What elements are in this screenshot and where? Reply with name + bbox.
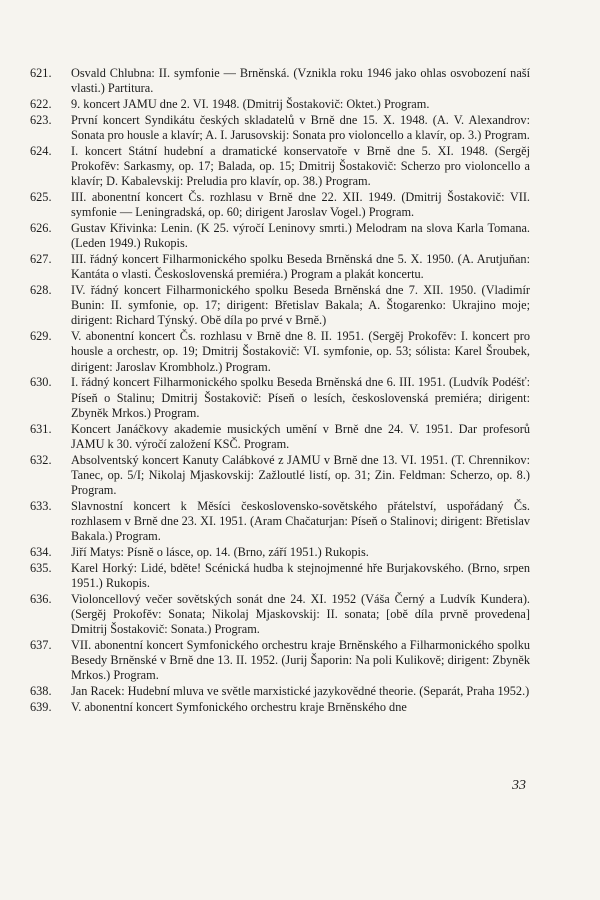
entry-number: 629. <box>30 329 52 344</box>
entry-text: I. řádný koncert Filharmonického spolku Beseda Brněnská dne 6. III. 1951. (Ludvík Podéšť: Píseň o Stalinu; Dmitrij Šostakovič: Píseň o lesích, československá premiéra; dirigent: Zbyněk Mrkos.) Program. <box>71 375 530 420</box>
list-item <box>30 700 530 715</box>
entry-text: 9. koncert JAMU dne 2. VI. 1948. (Dmitrij Šostakovič: Oktet.) Program. <box>71 97 430 111</box>
entry-number: 623. <box>30 112 52 127</box>
list-item <box>30 252 530 282</box>
entry-number: 628. <box>30 283 52 297</box>
entry-number: 626. <box>30 221 52 235</box>
entry-number: 625. <box>30 190 52 204</box>
page-number: 33 <box>512 778 526 793</box>
list-item <box>30 190 530 220</box>
list-item <box>30 329 530 375</box>
list-item <box>30 66 530 96</box>
list-item <box>30 638 530 684</box>
list-item <box>30 545 530 560</box>
entry-text: V. abonentní koncert Symfonického orchestru kraje Brněnského dne <box>71 700 407 715</box>
entry-number: 637. <box>30 638 52 653</box>
entry-text: Gustav Křivinka: Lenin. (K 25. výročí Leninovy smrti.) Melodram na slova Karla Tomana. (Leden 1949.) Rukopis. <box>71 221 530 251</box>
entry-number: 630. <box>30 375 52 390</box>
entry-number: 638. <box>30 684 52 699</box>
entry-text: Absolventský koncert Kanuty Calábkové z JAMU v Brně dne 13. VI. 1951. (T. Chrennikov: Tanec, op. 5/I; Nikolaj Mjaskovskij: Zažloutlé listí, op. 31; Zin. Feldman: Scherzo, op. 8.) Program. <box>71 452 530 498</box>
entry-text: První koncert Syndikátu českých skladatelů v Brně dne 15. X. 1948. (A. V. Alexandrov: Sonata pro housle a klavír; A. I. Jarusovskij: Sonata pro violoncello a klavír, op. 3.) Program. <box>71 112 530 142</box>
entry-text: Violoncellový večer sovětských sonát dne 24. XI. 1952 (Váša Černý a Ludvík Kundera). (Sergěj Prokofěv: Sonata; Nikolaj Mjaskovskij: II. sonata; [obě díla prvně provedena] Dmitrij Šostakovič: Sonata.) Program. <box>71 591 530 637</box>
entry-number: 639. <box>30 700 52 715</box>
list-item <box>30 453 530 499</box>
entry-number: 622. <box>30 97 52 111</box>
entry-text: V. abonentní koncert Čs. rozhlasu v Brně dne 8. II. 1951. (Sergěj Prokofěv: I. koncert pro housle a orchestr, op. 19; Dmitrij Šostakovič: VI. symfonie, op. 53; sólista: Karel Šroubek, dirigent: Jaroslav Krombholz.) Program. <box>71 329 530 374</box>
entry-text: III. abonentní koncert Čs. rozhlasu v Brně dne 22. XII. 1949. (Dmitrij Šostakovič: VII. symfonie — Leningradská, op. 60; dirigent Jaroslav Vogel.) Program. <box>71 190 530 220</box>
entry-text: Karel Horký: Lidé, bděte! Scénická hudba k stejnojmenné hře Burjakovského. (Brno, srpen 1951.) Rukopis. <box>71 560 530 591</box>
list-item <box>30 499 530 545</box>
list-item <box>30 97 530 112</box>
entry-number: 634. <box>30 545 52 560</box>
entry-number: 627. <box>30 252 52 266</box>
entry-number: 631. <box>30 421 52 436</box>
entry-text: Slavnostní koncert k Měsíci československo-sovětského přátelství, uspořádaný Čs. rozhlasem v Brně dne 23. XI. 1951. (Aram Chačaturjan: Píseň o Stalinovi; dirigent: Břetislav Bakala.) Program. <box>71 498 530 544</box>
list-item <box>30 221 530 251</box>
entry-number: 632. <box>30 452 52 467</box>
list-item <box>30 144 530 190</box>
entry-text: Koncert Janáčkovy akademie musických umění v Brně dne 24. V. 1951. Dar profesorů JAMU k 30. výročí založení KSČ. Program. <box>71 421 530 451</box>
entry-text: IV. řádný koncert Filharmonického spolku Beseda Brněnská dne 7. XII. 1950. (Vladimír Bunin: II. symfonie, op. 17; dirigent: Břetislav Bakala; A. Štogarenko: Ukrajino moje; dirigent: Richard Týnský. Obě díla po prvé v Brně.) <box>71 283 530 328</box>
list-item <box>30 561 530 591</box>
list-item <box>30 422 530 452</box>
list-item <box>30 592 530 638</box>
entry-text: III. řádný koncert Filharmonického spolku Beseda Brněnská dne 5. X. 1950. (A. Arutjuňan: Kantáta o vlasti. Československá premiéra.) Program a plakát koncertu. <box>71 252 530 282</box>
entry-number: 635. <box>30 560 52 575</box>
list-item <box>30 375 530 421</box>
entry-number: 621. <box>30 66 52 80</box>
list-item <box>30 113 530 143</box>
entry-text: Jiří Matys: Písně o lásce, op. 14. (Brno, září 1951.) Rukopis. <box>71 545 369 560</box>
entry-number: 624. <box>30 143 52 158</box>
entry-number: 633. <box>30 498 52 513</box>
list-item <box>30 684 530 699</box>
entry-list <box>30 66 530 716</box>
entry-text: VII. abonentní koncert Symfonického orchestru kraje Brněnského a Filharmonického spolku Besedy Brněnské v Brně dne 13. II. 1952. (Jurij Šaporin: Na poli Kulikově; dirigent: Zbyněk Mrkos.) Program. <box>71 638 530 683</box>
entry-text: Jan Racek: Hudební mluva ve světle marxistické jazykovědné theorie. (Separát, Praha 1952.) <box>71 684 530 699</box>
entry-number: 636. <box>30 591 52 606</box>
entry-text: Osvald Chlubna: II. symfonie — Brněnská. (Vznikla roku 1946 jako ohlas osvobození naší vlasti.) Partitura. <box>71 66 530 96</box>
entry-text: I. koncert Státní hudební a dramatické konservatoře v Brně dne 5. XI. 1948. (Sergěj Prokofěv: Sarkasmy, op. 17; Balada, op. 15; Dmitrij Šostakovič: Scherzo pro violoncello a klavír; D. Kabalevskij: Preludia pro klavír, op. 38.) Program. <box>71 143 530 189</box>
list-item <box>30 283 530 329</box>
